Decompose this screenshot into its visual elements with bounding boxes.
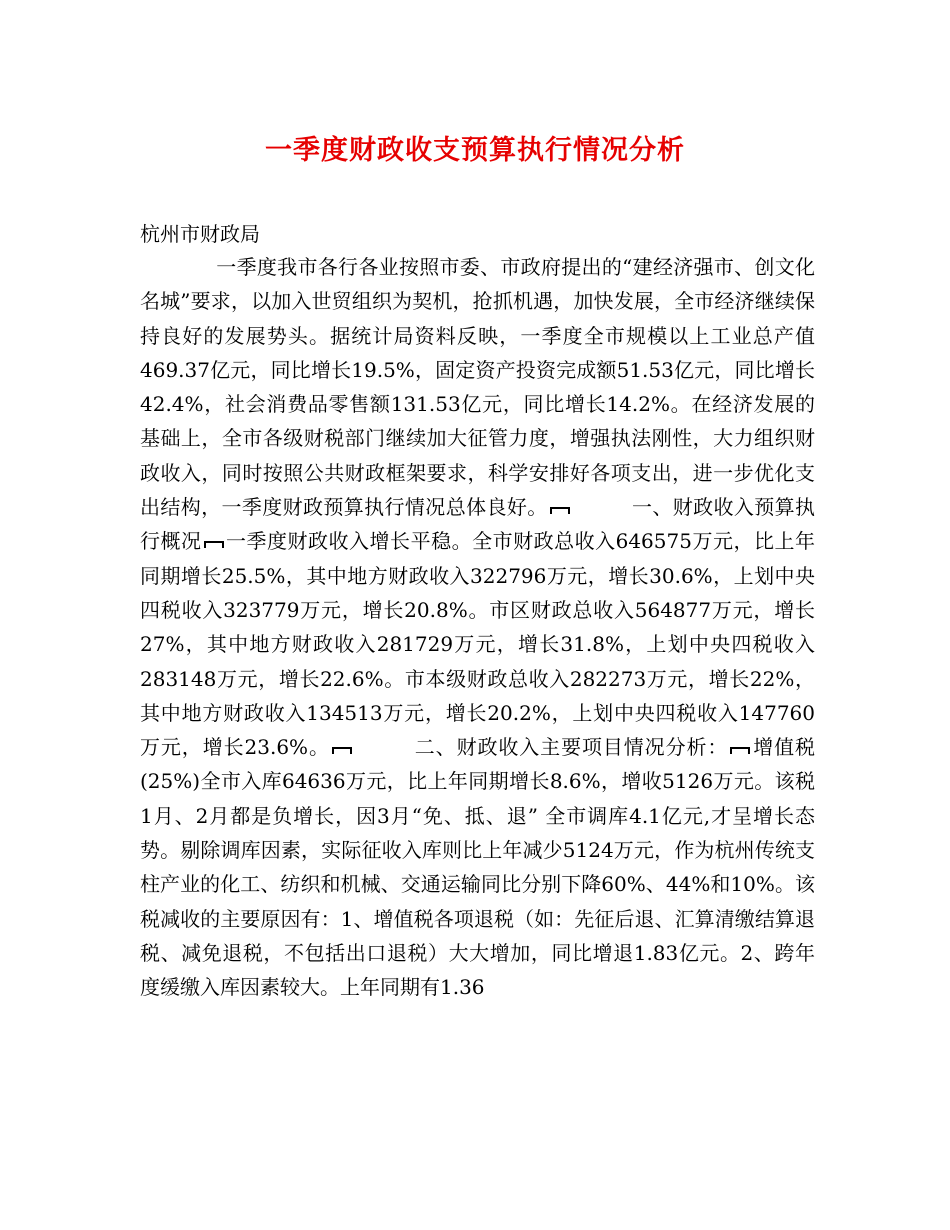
document-title: 一季度财政收支预算执行情况分析 bbox=[265, 135, 685, 166]
section-break-mark bbox=[730, 747, 750, 754]
body-segment-vat: 增值税(25%)全市入库64636万元，比上年同期增长8.6%，增收5126万元。该税1月、2月都是负增长，因3月“免、抵、退” 全市调库4.1亿元,才呈增长态势。剔除调库因素，实际征收入库则比上年减少5124万元，作为杭州传统支柱产业的化工、纺织和机械、交通运输同比分别下降60%、44%和10%。该税减收的主要原因有：1、增值税各项退税（如：先征后退、汇算清缴结算退税、减免退税，不包括出口退税）大大增加，同比增退1.83亿元。2、跨年度缓缴入库因素较大。上年同期有1.36 bbox=[140, 735, 816, 1000]
heading-main-items: 二、财政收入主要项目情况分析： bbox=[413, 735, 729, 760]
heading-revenue-overview: 一、财政收入预算执行概况 bbox=[140, 495, 816, 554]
section-break-mark bbox=[204, 541, 224, 548]
body-segment-intro: 一季度我市各行各业按照市委、市政府提出的“建经济强市、创文化名城”要求，以加入世贸组织为契机，抢抓机遇，加快发展，全市经济继续保持良好的发展势头。据统计局资料反映，一季度全市规模以上工业总产值469.37亿元，同比增长19.5%，固定资产投资完成额51.53亿元，同比增长42.4%，社会消费品零售额131.53亿元，同比增长14.2%。在经济发展的基础上，全市各级财税部门继续加大征管力度，增强执法刚性，大力组织财政收入，同时按照公共财政框架要求，科学安排好各项支出，进一步优化支出结构，一季度财政预算执行情况总体良好。 bbox=[140, 255, 815, 520]
document-author: 杭州市财政局 bbox=[140, 222, 260, 246]
body-segment-revenue: 一季度财政收入增长平稳。全市财政总收入646575万元，比上年同期增长25.5%，其中地方财政收入322796万元，增长30.6%，上划中央四税收入323779万元，增长20.8%。市区财政总收入564877万元，增长27%，其中地方财政收入281729万元，增长31.8%，上划中央四税收入283148万元，增长22.6%。市本级财政总收入282273万元，增长22%，其中地方财政收入134513万元，增长20.2%，上划中央四税收入147760万元，增长23.6%。 bbox=[140, 529, 815, 760]
document-body bbox=[140, 250, 815, 1005]
section-break-mark bbox=[550, 507, 570, 514]
section-break-mark bbox=[332, 747, 352, 754]
